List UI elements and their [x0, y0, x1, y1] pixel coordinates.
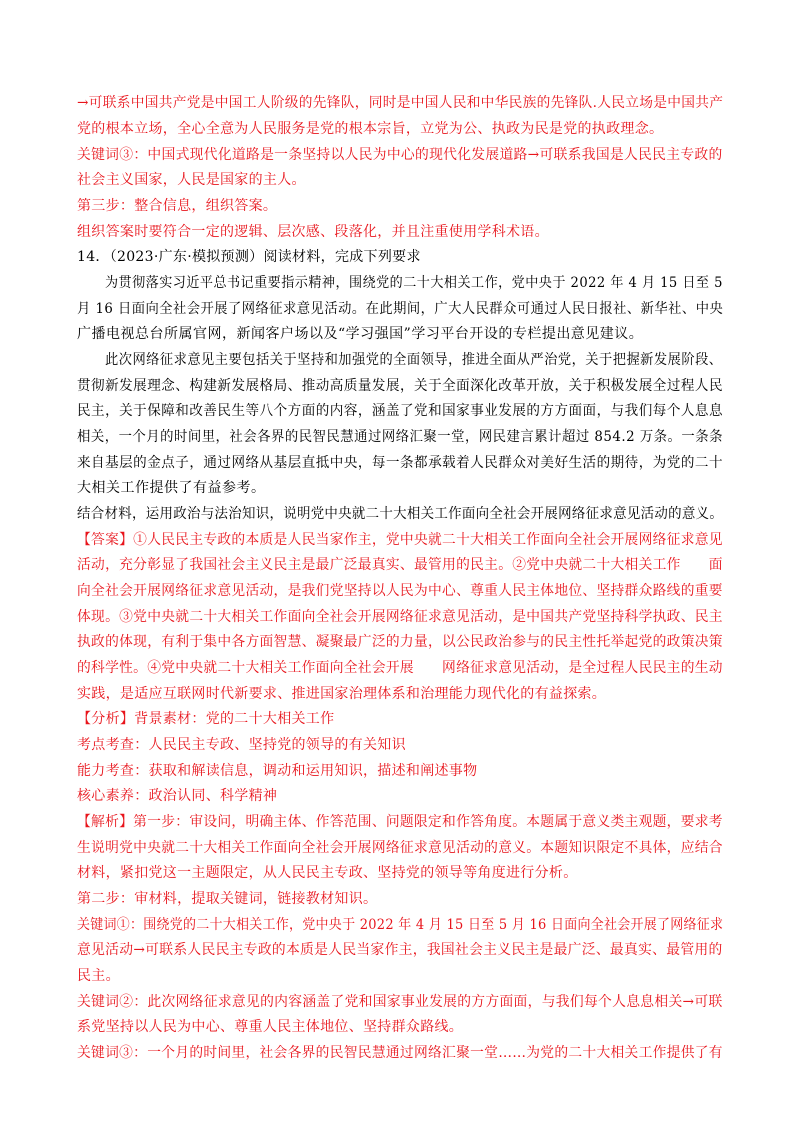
answer-line: 执政的体现，有利于集中各方面智慧、凝聚最广泛的力量，以公民政治参与的民主性托举起党的政策决策	[77, 634, 723, 650]
material-line: 大相关工作提供了有益参考。	[77, 480, 266, 496]
explanation-line: 第二步：审材料，提取关键词，链接教材知识。	[77, 891, 378, 907]
analysis-line: 能力考查：获取和解读信息，调动和运用知识，描述和阐述事物	[77, 763, 478, 779]
material-line: 此次网络征求意见主要包括关于坚持和加强党的全面领导，推进全面从严治党，关于把握新发展阶段、	[105, 352, 723, 368]
material-line: 来自基层的金点子，通过网络从基层直抵中央，每一条都承载着人民群众对美好生活的期待，为党的二十	[77, 455, 723, 471]
answer-line: 的科学性。④党中央就二十大相关工作面向全社会开展 网络征求意见活动，是全过程人民民主的生动	[77, 660, 723, 676]
text-line: 关键词③：中国式现代化道路是一条坚持以人民为中心的现代化发展道路→可联系我国是人民民主专政的	[77, 147, 723, 163]
explanation-line: 【解析】第一步：审设问，明确主体、作答范围、问题限定和作答角度。本题属于意义类主观题，要求考	[77, 814, 723, 830]
explanation-line: 生说明党中央就二十大相关工作面向全社会开展网络征求意见活动的意义。本题知识限定不具体，应结合	[77, 840, 723, 856]
explanation-line: 关键词②：此次网络征求意见的内容涵盖了党和国家事业发展的方方面面，与我们每个人息息相关→可联	[77, 994, 723, 1010]
text-line: 第三步：整合信息，组织答案。	[77, 198, 278, 214]
explanation-line: 系党坚持以人民为中心、尊重人民主体地位、坚持群众路线。	[77, 1019, 464, 1035]
analysis-line: 考点考查：人民民主专政、坚持党的领导的有关知识	[77, 737, 406, 753]
material-line: 贯彻新发展理念、构建新发展格局、推动高质量发展，关于全面深化改革开放，关于积极发展全过程人民	[77, 378, 723, 394]
analysis-line: 【分析】背景素材：党的二十大相关工作	[77, 711, 335, 727]
explanation-line: 民主。	[77, 968, 120, 984]
question-heading: 14．（2023·广东·模拟预测）阅读材料，完成下列要求	[77, 249, 421, 265]
explanation-line: 关键词③：一个月的时间里，社会各界的民智民慧通过网络汇聚一堂……为党的二十大相关工作提供了有	[77, 1045, 723, 1061]
answer-line: 【答案】①人民民主专政的本质是人民当家作主，党中央就二十大相关工作面向全社会开展网络征求意见	[77, 532, 723, 548]
material-line: 月 16 日面向全社会开展了网络征求意见活动。在此期间，广大人民群众可通过人民日报社、新华社、中央	[77, 301, 724, 317]
material-line: 民主，关于保障和改善民生等八个方面的内容，涵盖了党和国家事业发展的方方面面，与我们每个人息息	[77, 403, 723, 419]
explanation-line: 材料，紧扣党这一主题限定，从人民民主专政、坚持党的领导等角度进行分析。	[77, 865, 578, 881]
text-line: 组织答案时要符合一定的逻辑、层次感、段落化，并且注重使用学科术语。	[77, 224, 549, 240]
material-line: 广播电视总台所属官网，新闻客户场以及“学习强国”学习平台开设的专栏提出意见建议。	[77, 326, 644, 342]
text-line: 党的根本立场，全心全意为人民服务是党的根本宗旨，立党为公、执政为民是党的执政理念。	[77, 121, 664, 137]
question-prompt: 结合材料，运用政治与法治知识，说明党中央就二十大相关工作面向全社会开展网络征求意见活动的意义。	[77, 506, 724, 522]
analysis-line: 核心素养：政治认同、科学精神	[77, 788, 278, 804]
explanation-line: 意见活动→可联系人民民主专政的本质是人民当家作主，我国社会主义民主是最广泛、最真实、最管用的	[77, 942, 723, 958]
material-line: 为贯彻落实习近平总书记重要指示精神，围绕党的二十大相关工作，党中央于 2022 年 4 月 15 日至 5	[105, 275, 723, 291]
answer-line: 实践，是适应互联网时代新要求、推进国家治理体系和治理能力现代化的有益探索。	[77, 686, 607, 702]
text-line: →可联系中国共产党是中国工人阶级的先锋队，同时是中国人民和中华民族的先锋队.人民立场是中国共产	[77, 95, 724, 111]
material-line: 相关，一个月的时间里，社会各界的民智民慧通过网络汇聚一堂，网民建言累计超过 854.2 万条。一条条	[77, 429, 723, 445]
answer-line: 向全社会开展网络征求意见活动，是我们党坚持以人民为中心、尊重人民主体地位、坚持群众路线的重要	[77, 583, 723, 599]
answer-line: 体现。③党中央就二十大相关工作面向全社会开展网络征求意见活动，是中国共产党坚持科学执政、民主	[77, 609, 723, 625]
text-line: 社会主义国家，人民是国家的主人。	[77, 172, 306, 188]
explanation-line: 关键词①：围绕党的二十大相关工作，党中央于 2022 年 4 月 15 日至 5 月 16 日面向全社会开展了网络征求	[77, 917, 724, 933]
answer-line: 活动，充分彰显了我国社会主义民主是最广泛最真实、最管用的民主。②党中央就二十大相关工作 面	[77, 557, 723, 573]
